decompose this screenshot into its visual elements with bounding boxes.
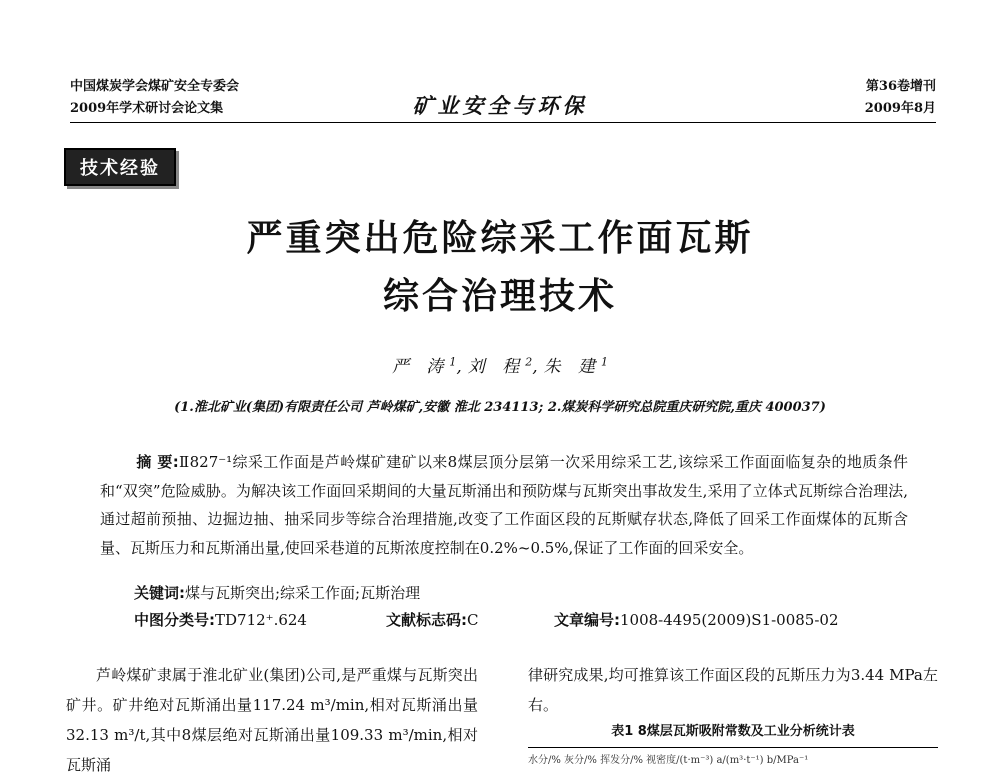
table-top-rule (528, 747, 938, 748)
article-no-label: 文章编号: (554, 611, 620, 629)
abstract-label: 摘 要: (136, 453, 179, 471)
keywords-label: 关键词: (134, 584, 185, 602)
author-affil-mark: 2 (525, 355, 533, 369)
body-left-column: 芦岭煤矿隶属于淮北矿业(集团)公司,是严重煤与瓦斯突出矿井。矿井绝对瓦斯涌出量117.24 m³/min,相对瓦斯涌出量32.13 m³/t,其中8煤层绝对瓦斯涌出量109.33 m³/min,相对瓦斯涌 (66, 666, 478, 774)
abstract (100, 448, 908, 562)
table-caption: 表1 8煤层瓦斯吸附常数及工业分析统计表 (611, 724, 855, 739)
paper-title (0, 210, 1000, 326)
doc-code-value: C (467, 611, 479, 629)
author-list: 严 涛$^1$,刘 程$^2$,朱 建$^1$ (391, 355, 609, 377)
affiliation: (1.淮北矿业(集团)有限责任公司 芦岭煤矿,安徽 淮北 234113; 2.煤炭科学研究总院重庆研究院,重庆 400037) (174, 400, 826, 415)
keywords (134, 582, 420, 603)
classification (134, 609, 307, 630)
issue-date: 2009年8月 (864, 101, 936, 116)
header-right (865, 76, 936, 120)
author-name: 朱 建 (543, 357, 602, 377)
article-no-value: 1008-4495(2009)S1-0085-02 (620, 611, 839, 629)
header-rule (70, 122, 936, 123)
classification-label: 中图分类号: (134, 611, 215, 629)
article-number (554, 609, 839, 630)
author-affil-mark: 1 (601, 355, 609, 369)
body-right-column: 律研究成果,均可推算该工作面区段的瓦斯压力为3.44 MPa左右。 (528, 666, 938, 714)
title-line-2: 综合治理技术 (382, 276, 617, 317)
title-line-1: 严重突出危险综采工作面瓦斯 (246, 218, 754, 259)
section-tag: 技术经验 (64, 148, 176, 186)
journal-name: 矿业安全与环保 (412, 93, 588, 118)
abstract-text: Ⅱ827⁻¹综采工作面是芦岭煤矿建矿以来8煤层顶分层第一次采用综采工艺,该综采工作面面临复杂的地质条件和“双突”危险威胁。为解决该工作面回采期间的大量瓦斯涌出和预防煤与瓦斯突出事故发生,采用了立体式瓦斯综合治理法,通过超前预抽、边掘边抽、抽采同步等综合治理措施,改变了工作面区段的瓦斯赋存状态,降低了回采工作面煤体的瓦斯含量、瓦斯压力和瓦斯涌出量,使回采巷道的瓦斯浓度控制在0.2%~0.5%,保证了工作面的回采安全。 (100, 453, 908, 557)
proceedings-name: 2009年学术研讨会论文集 (70, 101, 224, 116)
author-name: 严 涛 (391, 357, 450, 377)
conference-name: 中国煤炭学会煤矿安全专委会 (70, 79, 240, 94)
keywords-text: 煤与瓦斯突出;综采工作面;瓦斯治理 (185, 584, 421, 602)
author-affil-mark: 1 (449, 355, 457, 369)
doc-code-label: 文献标志码: (386, 611, 467, 629)
document-code (386, 609, 478, 630)
classification-value: TD712⁺.624 (215, 611, 307, 629)
author-name: 刘 程 (467, 357, 526, 377)
table-header: 水分/% 灰分/% 挥发分/% 视密度/(t·m⁻³) a/(m³·t⁻¹) b/MPa⁻¹ (528, 755, 809, 766)
volume-info: 第36卷增刊 (865, 79, 936, 94)
